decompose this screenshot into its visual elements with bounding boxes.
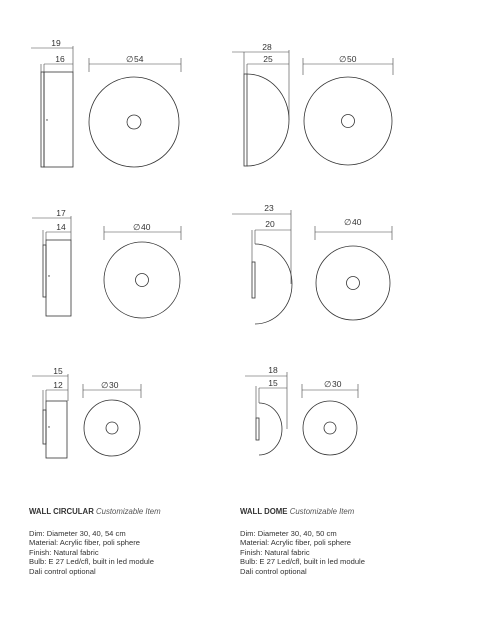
inner-depth-label: 16 — [55, 54, 65, 64]
customizable-tag: Customizable Item — [96, 507, 161, 516]
product-name: WALL CIRCULAR — [29, 507, 94, 516]
diameter-symbol: ∅ — [133, 222, 141, 232]
spec-dim: Dim: Diameter 30, 40, 50 cm — [240, 528, 337, 538]
dimension-lines — [31, 46, 181, 72]
drawing-wall-circular-54 — [31, 38, 181, 167]
side-view — [41, 72, 73, 167]
product-title — [240, 507, 440, 517]
spec-control: Dali control optional — [240, 566, 307, 576]
customizable-tag: Customizable Item — [289, 507, 355, 516]
front-view — [316, 246, 390, 320]
outer-depth-label: 28 — [262, 42, 272, 52]
spec-bulb: Bulb: E 27 Led/cfl, built in led module — [29, 557, 154, 567]
outer-depth-label: 19 — [51, 38, 61, 48]
spec-bulb: Bulb: E 27 Led/cfl, built in led module — [240, 557, 365, 567]
front-view — [84, 400, 140, 456]
side-view — [43, 401, 67, 458]
inner-depth-label: 15 — [268, 378, 278, 388]
front-view — [304, 77, 392, 165]
side-view — [256, 403, 282, 455]
spec-material: Material: Acrylic fiber, poli sphere — [240, 538, 351, 548]
inner-depth-label: 25 — [263, 54, 273, 64]
product-name: WALL DOME — [240, 507, 288, 516]
drawing-wall-dome-30 — [245, 365, 358, 455]
inner-depth-label: 14 — [56, 222, 66, 232]
drawing-wall-circular-40 — [32, 208, 181, 318]
diameter-label: 30 — [332, 379, 342, 389]
side-view — [43, 240, 71, 316]
spec-finish: Finish: Natural fabric — [240, 547, 310, 557]
outer-depth-label: 17 — [56, 208, 66, 218]
outer-depth-label: 15 — [53, 366, 63, 376]
spec-dim: Dim: Diameter 30, 40, 54 cm — [29, 528, 126, 538]
product-title — [29, 507, 229, 517]
diameter-label: 54 — [134, 54, 144, 64]
dimension-lines — [32, 374, 141, 410]
outer-depth-label: 18 — [268, 365, 278, 375]
side-view — [244, 74, 289, 166]
diameter-label: 40 — [141, 222, 151, 232]
diameter-label: 30 — [109, 380, 119, 390]
diameter-symbol: ∅ — [339, 54, 347, 64]
diameter-symbol: ∅ — [344, 217, 352, 227]
wall-dome-info — [240, 507, 440, 577]
drawing-wall-dome-40 — [232, 203, 392, 324]
dimension-lines — [232, 50, 393, 120]
diameter-label: 40 — [352, 217, 362, 227]
inner-depth-label: 20 — [265, 219, 275, 229]
spec-finish: Finish: Natural fabric — [29, 547, 99, 557]
diameter-symbol: ∅ — [324, 379, 332, 389]
diameter-symbol: ∅ — [126, 54, 134, 64]
inner-depth-label: 12 — [53, 380, 63, 390]
dimension-lines — [32, 216, 181, 245]
front-view — [104, 242, 180, 318]
diameter-symbol: ∅ — [101, 380, 109, 390]
side-view — [252, 244, 292, 324]
diameter-label: 50 — [347, 54, 357, 64]
dimension-lines — [232, 210, 392, 284]
spec-control: Dali control optional — [29, 566, 96, 576]
spec-material: Material: Acrylic fiber, poli sphere — [29, 538, 140, 548]
wall-circular-info — [29, 507, 229, 577]
drawing-wall-dome-50 — [232, 42, 393, 166]
front-view — [303, 401, 357, 455]
front-view — [89, 77, 179, 167]
outer-depth-label: 23 — [264, 203, 274, 213]
drawing-wall-circular-30 — [32, 366, 141, 458]
